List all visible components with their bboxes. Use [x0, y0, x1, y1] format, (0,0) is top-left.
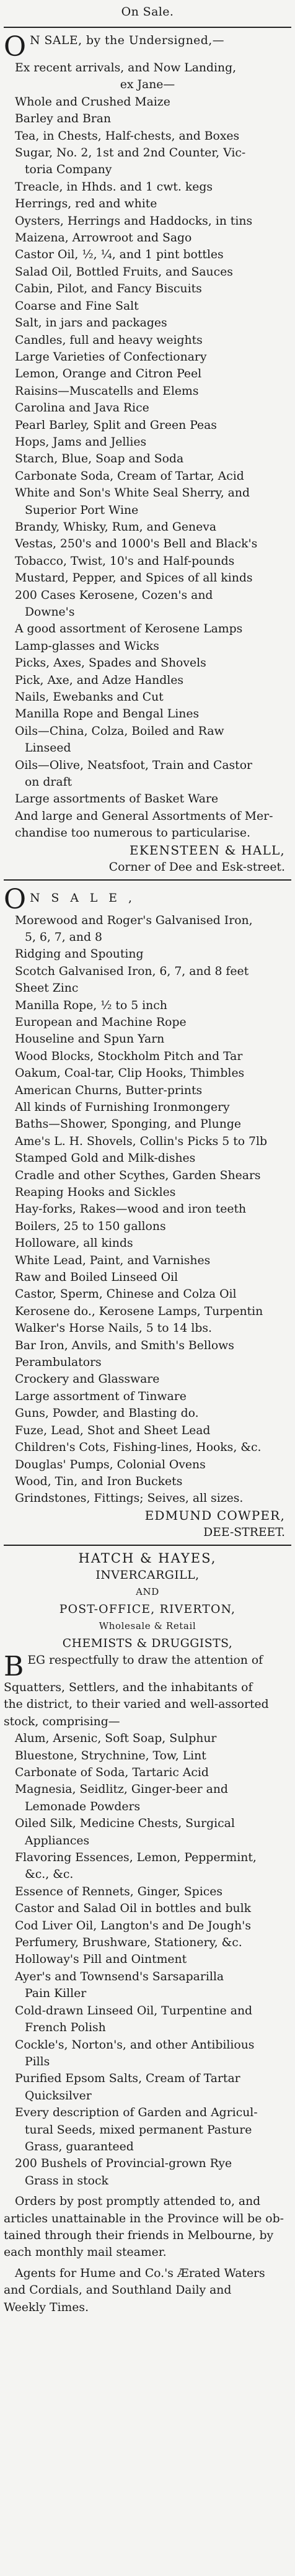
list-item: Castor, Sperm, Chinese and Colza Oil	[15, 1288, 237, 1301]
list-item: Boilers, 25 to 150 gallons	[15, 1219, 166, 1233]
list-item: Wood Blocks, Stockholm Pitch and Tar	[15, 1049, 243, 1063]
intro-line	[4, 885, 291, 912]
list-item: Ame's L. H. Shovels, Collin's Picks 5 to 7lb	[15, 1134, 268, 1148]
list-item: toria Company	[25, 163, 112, 177]
list-item: French Polish	[25, 2021, 106, 2035]
list-item: Magnesia, Seidlitz, Ginger-beer and	[15, 1783, 228, 1797]
list-item: Douglas' Pumps, Colonial Ovens	[15, 1458, 206, 1471]
list-item: Guns, Powder, and Blasting do.	[15, 1407, 199, 1420]
list-item: Purified Epsom Salts, Cream of Tartar	[15, 2072, 240, 2086]
advert-ekensteen-hall	[4, 32, 291, 876]
list-item: Salad Oil, Bottled Fruits, and Sauces	[15, 265, 233, 279]
list-item: Perfumery, Brushware, Stationery, &c.	[15, 1936, 242, 1950]
list-item: Grindstones, Fittings; Seives, all sizes.	[15, 1492, 244, 1506]
list-item: Quicksilver	[25, 2089, 92, 2103]
list-item: 200 Bushels of Provincial-grown Rye	[15, 2157, 232, 2171]
advertiser-signature: EDMUND COWPER,	[144, 1507, 285, 1523]
closing-text: And large and General Assortments of Mer-	[15, 809, 273, 823]
list-item: Carbonate Soda, Cream of Tartar, Acid	[15, 469, 244, 483]
orders-text: Orders by post promptly attended to, and	[15, 2195, 261, 2209]
list-item: Barley and Bran	[15, 112, 112, 126]
list-item: Cod Liver Oil, Langton's and De Jough's	[15, 1919, 251, 1932]
list-item: Crockery and Glassware	[15, 1373, 160, 1386]
list-item: Manilla Rope and Bengal Lines	[15, 707, 200, 721]
list-item: Cabin, Pilot, and Fancy Biscuits	[15, 282, 202, 296]
conjunction: AND	[136, 1586, 159, 1598]
list-item: Superior Port Wine	[25, 503, 139, 517]
list-item: 200 Cases Kerosene, Cozen's and	[15, 588, 213, 602]
list-item: Hops, Jams and Jellies	[15, 435, 147, 449]
advertiser-title: HATCH & HAYES,	[78, 1550, 217, 1566]
list-item: Linseed	[25, 742, 71, 755]
list-item: Carbonate of Soda, Tartaric Acid	[15, 1766, 209, 1779]
list-item: Holloway's Pill and Ointment	[15, 1953, 187, 1967]
intro-text: Squatters, Settlers, and the inhabitants of	[4, 1681, 253, 1694]
agents-text: and Cordials, and Southland Daily and	[4, 2284, 232, 2297]
header-rule	[4, 27, 291, 28]
agents-text: Agents for Hume and Co.'s Ærated Waters	[15, 2266, 265, 2280]
list-item: Lemonade Powders	[25, 1800, 141, 1813]
list-item: Flavoring Essences, Lemon, Peppermint,	[15, 1851, 257, 1865]
list-item: Every description of Garden and Agricul-	[15, 2106, 258, 2120]
list-item: Ridging and Spouting	[15, 948, 144, 961]
list-item: Pills	[25, 2055, 50, 2068]
list-item: Coarse and Fine Salt	[15, 299, 139, 313]
list-item: Oiled Silk, Medicine Chests, Surgical	[15, 1817, 235, 1831]
list-item: Cradle and other Scythes, Garden Shears	[15, 1169, 261, 1182]
list-item: Reaping Hooks and Sickles	[15, 1186, 176, 1199]
list-item: Oakum, Coal-tar, Clip Hooks, Thimbles	[15, 1067, 245, 1080]
list-item: European and Machine Rope	[15, 1015, 187, 1029]
list-item: White Lead, Paint, and Varnishes	[15, 1254, 211, 1267]
profession: CHEMISTS & DRUGGISTS,	[62, 1636, 233, 1650]
post-office: POST-OFFICE, RIVERTON,	[59, 1602, 236, 1616]
list-item: Pick, Axe, and Adze Handles	[15, 673, 183, 687]
list-item: Vestas, 250's and 1000's Bell and Black's	[15, 537, 258, 551]
list-item: Cockle's, Norton's, and other Antibilious	[15, 2038, 255, 2052]
list-item: Brandy, Whisky, Rum, and Geneva	[15, 520, 217, 534]
list-item: Fuze, Lead, Shot and Sheet Lead	[15, 1424, 211, 1437]
list-item: Candles, full and heavy weights	[15, 333, 203, 347]
list-item: Picks, Axes, Spades and Shovels	[15, 657, 206, 670]
list-item: Sugar, No. 2, 1st and 2nd Counter, Vic-	[15, 146, 246, 160]
list-item: Oils—Olive, Neatsfoot, Train and Castor	[15, 758, 252, 772]
advert-divider	[4, 879, 291, 881]
list-item: Holloware, all kinds	[15, 1237, 133, 1250]
list-item: tural Seeds, mixed permanent Pasture	[25, 2123, 252, 2137]
list-item: Grass, guaranteed	[25, 2140, 134, 2153]
list-item: Bar Iron, Anvils, and Smith's Bellows	[15, 1339, 234, 1352]
list-item: Tobacco, Twist, 10's and Half-pounds	[15, 554, 235, 568]
list-item: Large assortment of Tinware	[15, 1389, 187, 1403]
intro-text: N SALE, by the Undersigned,—	[30, 34, 225, 47]
list-item: Morewood and Roger's Galvanised Iron,	[15, 913, 253, 927]
list-item: Alum, Arsenic, Soft Soap, Sulphur	[15, 1732, 217, 1746]
list-item: Tea, in Chests, Half-chests, and Boxes	[15, 129, 240, 143]
list-item: Scotch Galvanised Iron, 6, 7, and 8 feet	[15, 964, 249, 978]
list-item: Perambulators	[15, 1356, 102, 1370]
list-item: Maizena, Arrowroot and Sago	[15, 231, 192, 245]
advert-divider	[4, 1545, 291, 1546]
list-item: Carolina and Java Rice	[15, 402, 149, 415]
list-item: Kerosene do., Kerosene Lamps, Turpentin	[15, 1304, 263, 1318]
list-item: Mustard, Pepper, and Spices of all kinds	[15, 572, 253, 585]
agents-text: Weekly Times.	[4, 2300, 89, 2314]
list-item: Large assortments of Basket Ware	[15, 792, 219, 806]
list-item: Nails, Ewebanks and Cut	[15, 691, 164, 704]
advertiser-address: DEE-STREET.	[203, 1526, 285, 1540]
orders-text: articles unattainable in the Province will be ob-	[4, 2212, 284, 2225]
list-item: Oysters, Herrings and Haddocks, in tins	[15, 214, 253, 228]
list-item: Herrings, red and white	[15, 197, 157, 211]
list-item: All kinds of Furnishing Ironmongery	[15, 1100, 230, 1114]
list-item: Pearl Barley, Split and Green Peas	[15, 418, 217, 432]
list-item: Salt, in jars and packages	[15, 316, 167, 330]
list-item: Baths—Shower, Sponging, and Plunge	[15, 1118, 242, 1131]
list-item: Children's Cots, Fishing-lines, Hooks, &c.	[15, 1441, 262, 1455]
list-item: Castor and Salad Oil in bottles and bulk	[15, 1902, 251, 1916]
list-item: 5, 6, 7, and 8	[25, 930, 102, 944]
list-item: Wood, Tin, and Iron Buckets	[15, 1474, 183, 1488]
list-item: Large Varieties of Confectionary	[15, 350, 207, 364]
orders-text: tained through their friends in Melbourne, by	[4, 2228, 274, 2242]
advert-hatch-hayes	[4, 1550, 291, 2316]
sale-heading: N S A L E ,	[30, 891, 136, 905]
list-item: &c., &c.	[25, 1868, 74, 1882]
item-list	[4, 94, 291, 808]
list-item: Pain Killer	[25, 1987, 87, 2001]
item-list	[4, 1730, 291, 2189]
list-item: White and Son's White Seal Sherry, and	[15, 487, 250, 500]
list-item: Sheet Zinc	[15, 982, 79, 995]
orders-text: each monthly mail steamer.	[4, 2246, 167, 2260]
list-item: Treacle, in Hhds. and 1 cwt. kegs	[15, 180, 213, 194]
intro-text: stock, comprising—	[4, 1715, 120, 1728]
list-item: Oils—China, Colza, Boiled and Raw	[15, 724, 224, 738]
list-item: Raisins—Muscatells and Elems	[15, 384, 199, 398]
list-item: on draft	[25, 776, 73, 789]
trade-line: Wholesale & Retail	[99, 1620, 196, 1632]
list-item: Houseline and Spun Yarn	[15, 1033, 165, 1046]
intro-text: the district, to their varied and well-assorted	[4, 1698, 269, 1712]
list-item: Cold-drawn Linseed Oil, Turpentine and	[15, 2004, 253, 2017]
list-item: Downe's	[25, 606, 75, 619]
intro-line	[4, 32, 291, 60]
advertiser-signature: EKENSTEEN & HALL,	[129, 842, 285, 858]
list-item: Stamped Gold and Milk-dishes	[15, 1152, 196, 1165]
list-item: Whole and Crushed Maize	[15, 95, 170, 109]
list-item: Ayer's and Townsend's Sarsaparilla	[15, 1970, 224, 1983]
advertiser-address: Corner of Dee and Esk-street.	[108, 861, 285, 874]
intro-text: Ex recent arrivals, and Now Landing,	[15, 61, 237, 74]
advert-edmund-cowper	[4, 885, 291, 1542]
closing-text: chandise too numerous to particularise.	[15, 827, 250, 840]
intro-text: EG respectfully to draw the attention of	[27, 1653, 263, 1667]
list-item: Starch, Blue, Soap and Soda	[15, 452, 184, 466]
advertiser-town: INVERCARGILL,	[95, 1568, 200, 1582]
list-item: Manilla Rope, ½ to 5 inch	[15, 999, 167, 1012]
page-header: On Sale.	[121, 5, 174, 19]
list-item: Raw and Boiled Linseed Oil	[15, 1271, 178, 1285]
intro-line	[4, 1652, 291, 1679]
list-item: Lamp-glasses and Wicks	[15, 639, 159, 653]
list-item: Essence of Rennets, Ginger, Spices	[15, 1885, 222, 1898]
list-item: A good assortment of Kerosene Lamps	[15, 622, 243, 636]
item-list	[4, 912, 291, 1507]
list-item: American Churns, Butter-prints	[15, 1084, 203, 1097]
list-item: Castor Oil, ½, ¼, and 1 pint bottles	[15, 248, 224, 262]
list-item: Bluestone, Strychnine, Tow, Lint	[15, 1749, 206, 1762]
list-item: Grass in stock	[25, 2174, 108, 2188]
intro-text: ex Jane—	[120, 78, 175, 92]
drop-cap: B	[4, 1651, 24, 1679]
list-item: Lemon, Orange and Citron Peel	[15, 367, 202, 381]
list-item: Walker's Horse Nails, 5 to 14 lbs.	[15, 1322, 212, 1335]
drop-cap: O	[4, 884, 27, 912]
list-item: Hay-forks, Rakes—wood and iron teeth	[15, 1203, 247, 1216]
list-item: Appliances	[25, 1834, 90, 1847]
drop-cap: O	[4, 32, 27, 60]
